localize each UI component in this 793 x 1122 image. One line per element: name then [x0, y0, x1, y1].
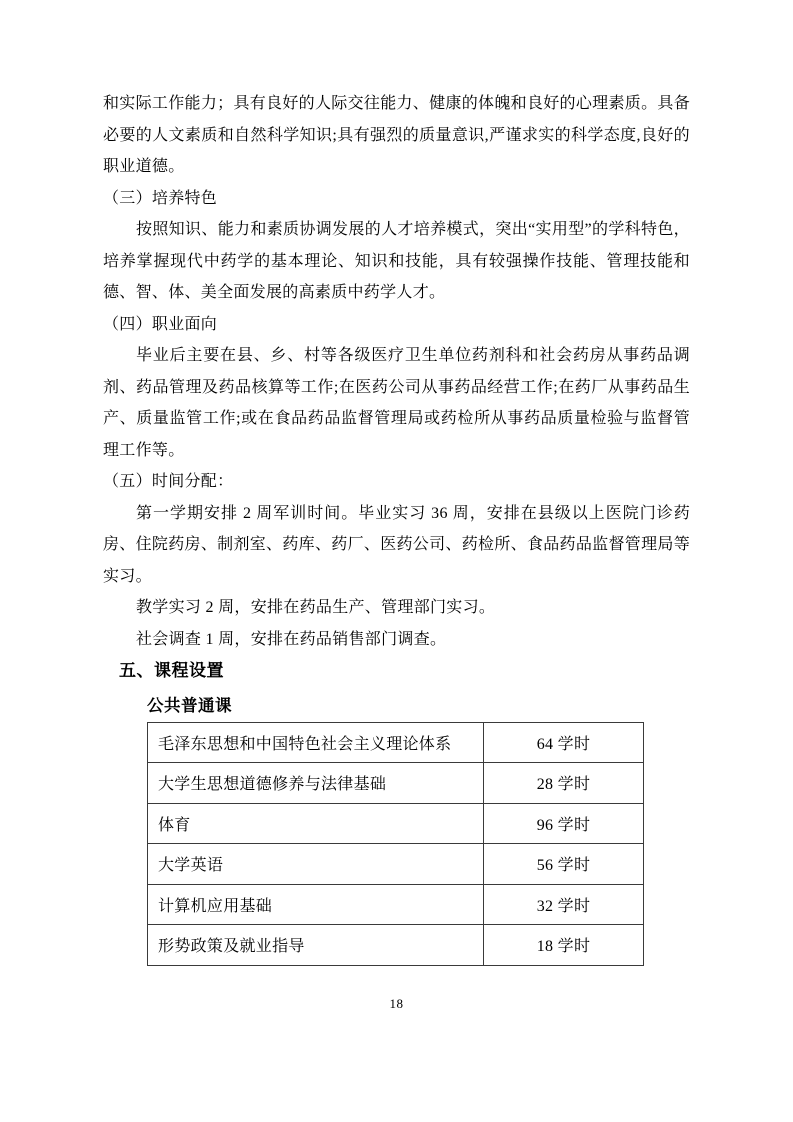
table-row [148, 722, 644, 763]
paragraph-time-allocation-2: 教学实习 2 周，安排在药品生产、管理部门实习。 [136, 599, 496, 616]
section-heading-career-orientation: （四）职业面向 [103, 315, 218, 333]
chapter-heading-course-setup: 五、课程设置 [119, 661, 224, 680]
course-hours-table [147, 722, 644, 966]
course-name-cell: 大学生思想道德修养与法律基础 [148, 763, 484, 804]
course-hours-cell: 56 学时 [484, 844, 644, 885]
course-name-cell: 大学英语 [148, 844, 484, 885]
table-caption-public-courses: 公共普通课 [147, 695, 232, 715]
course-name-cell: 毛泽东思想和中国特色社会主义理论体系 [148, 722, 484, 763]
section-heading-time-allocation: （五）时间分配： [103, 473, 234, 490]
paragraph-career-orientation: 毕业后主要在县、乡、村等各级医疗卫生单位药剂科和社会药房从事药品调剂、药品管理及药品核算等工作;在医药公司从事药品经营工作;在药厂从事药品生产、质量监管工作;或在食品药品监督管理局或药检所从事药品质量检验与监督管理工作等。 [103, 347, 690, 459]
course-hours-cell: 18 学时 [484, 925, 644, 966]
course-hours-cell: 32 学时 [484, 884, 644, 925]
table-row [148, 925, 644, 966]
course-hours-cell: 28 学时 [484, 763, 644, 804]
table-row [148, 884, 644, 925]
paragraph-qualities: 和实际工作能力；具有良好的人际交往能力、健康的体魄和良好的心理素质。具备必要的人文素质和自然科学知识;具有强烈的质量意识,严谨求实的科学态度,良好的职业道德。 [103, 95, 690, 175]
course-hours-cell: 64 学时 [484, 722, 644, 763]
course-hours-cell: 96 学时 [484, 803, 644, 844]
document-body [103, 88, 690, 966]
paragraph-training-model: 按照知识、能力和素质协调发展的人才培养模式，突出“实用型”的学科特色，培养掌握现代中药学的基本理论、知识和技能，具有较强操作技能、管理技能和德、智、体、美全面发展的高素质中药学人才。 [103, 221, 690, 301]
course-name-cell: 形势政策及就业指导 [148, 925, 484, 966]
section-heading-training-features: （三）培养特色 [103, 189, 218, 207]
paragraph-time-allocation-1: 第一学期安排 2 周军训时间。毕业实习 36 周，安排在县级以上医院门诊药房、住院药房、制剂室、药库、药厂、医药公司、药检所、食品药品监督管理局等实习。 [103, 504, 690, 585]
paragraph-time-allocation-3: 社会调查 1 周，安排在药品销售部门调查。 [136, 630, 447, 648]
table-row [148, 844, 644, 885]
table-row [148, 763, 644, 804]
course-name-cell: 计算机应用基础 [148, 884, 484, 925]
page-number: 18 [389, 996, 404, 1011]
course-name-cell: 体育 [148, 803, 484, 844]
table-row [148, 803, 644, 844]
